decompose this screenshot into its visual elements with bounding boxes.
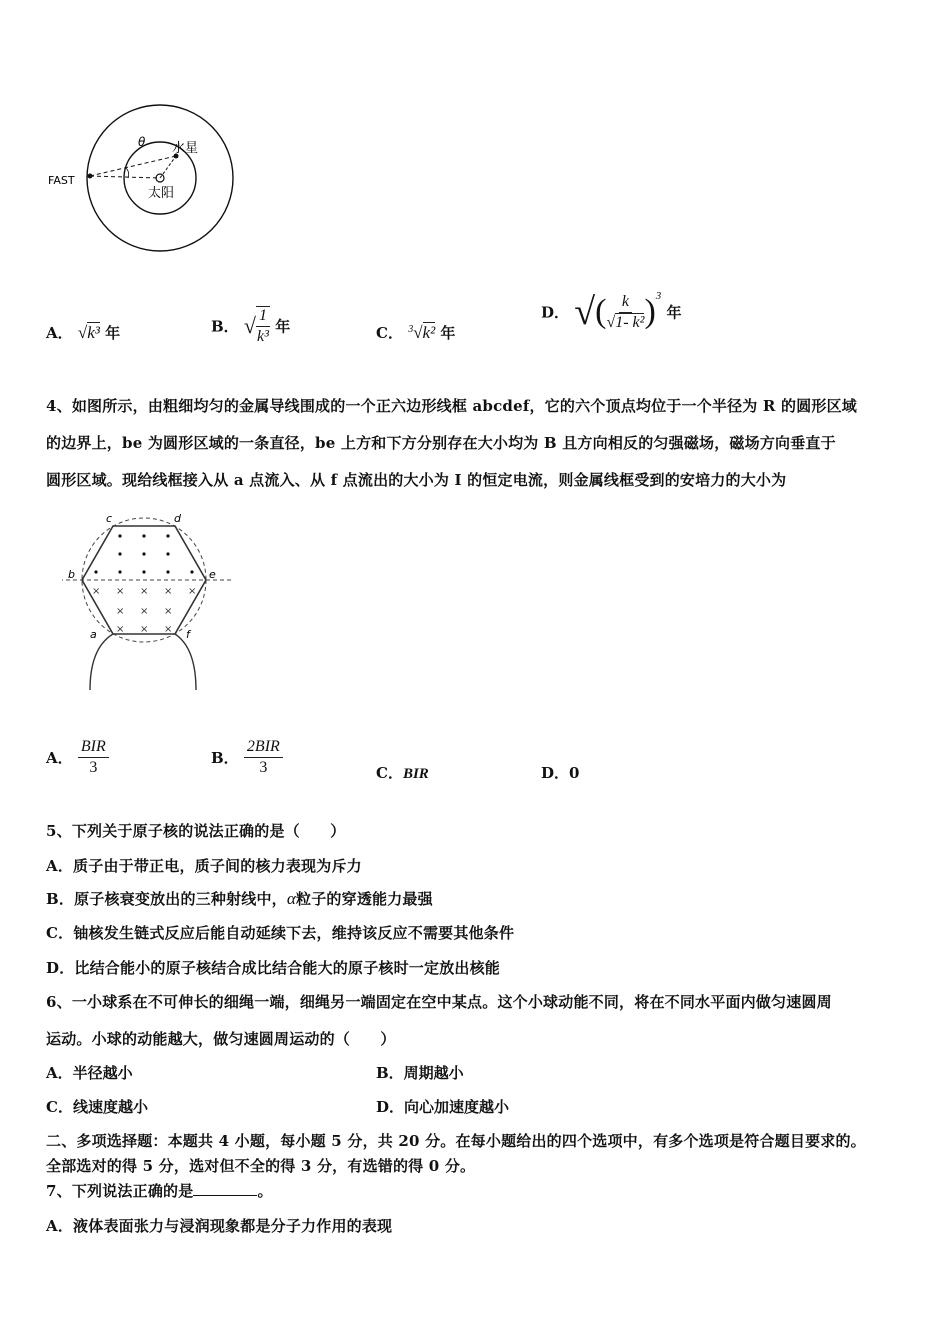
lead-wire-a	[90, 634, 113, 690]
q5-stem: 5、下列关于原子核的说法正确的是（ ）	[46, 822, 346, 840]
q7-option-a[interactable]: A．液体表面张力与浸润现象都是分子力作用的表现	[46, 1217, 393, 1235]
svg-text:c: c	[106, 512, 113, 525]
q4-stem-line2: 的边界上，be 为圆形区域的一条直径，be 上方和下方分别存在大小均为 B 且方向相反的匀强磁场，磁场方向垂直于	[46, 434, 836, 452]
svg-text:×: ×	[116, 624, 125, 635]
q5-option-b[interactable]: B．原子核衰变放出的三种射线中，α粒子的穿透能力最强	[46, 889, 433, 908]
fast-label: FAST	[48, 174, 75, 187]
q6-option-d[interactable]: D．向心加速度越小	[376, 1098, 510, 1116]
svg-text:×: ×	[140, 606, 149, 617]
q3-a-expr: k³	[87, 323, 100, 342]
q6-option-b[interactable]: B．周期越小	[376, 1064, 464, 1082]
svg-text:×: ×	[116, 586, 125, 597]
svg-text:b: b	[68, 568, 75, 581]
field-out-dots	[94, 534, 193, 573]
q5-option-a[interactable]: A．质子由于带正电，质子间的核力表现为斥力	[46, 857, 362, 875]
lead-wire-f	[175, 634, 196, 690]
svg-text:×: ×	[164, 586, 173, 597]
q3-option-b[interactable]: B． √ $\frac{1}{\text{k³}}$ 年	[211, 307, 291, 345]
svg-text:×: ×	[140, 624, 149, 635]
svg-text:×: ×	[164, 624, 173, 635]
svg-text:e: e	[209, 568, 216, 581]
q3-option-d[interactable]: D． √( $\frac{k}{\text{√1- k²}}$ )$^3$ 年	[541, 290, 682, 333]
svg-text:f: f	[186, 628, 190, 641]
svg-text:a: a	[90, 628, 97, 641]
theta-label: θ	[138, 135, 146, 149]
q4-option-a[interactable]: A． $\frac{\text{BIR}}{3}$	[46, 738, 109, 777]
answer-blank[interactable]	[193, 1181, 257, 1196]
mercury-label: 水星	[172, 141, 199, 156]
q7-stem: 7、下列说法正确的是 。	[46, 1182, 273, 1200]
svg-text:×: ×	[92, 586, 101, 597]
section2-heading-line2: 全部选对的得 5 分，选对但不全的得 3 分，有选错的得 0 分。	[46, 1157, 476, 1175]
q4-option-c[interactable]: C．BIR	[376, 764, 429, 782]
q3-option-a[interactable]: A． √k³ 年	[46, 323, 121, 342]
q4-stem-line1: 4、如图所示，由粗细均匀的金属导线围成的一个正六边形线框 abcdef，它的六个顶点均位于一个半径为 R 的圆形区域	[46, 397, 857, 415]
sun-label: 太阳	[148, 186, 175, 201]
svg-text:×: ×	[140, 586, 149, 597]
field-in-crosses	[92, 586, 196, 635]
hexagon-figure	[62, 508, 242, 698]
q4-option-d[interactable]: D．0	[541, 764, 580, 782]
q6-option-c[interactable]: C．线速度越小	[46, 1098, 148, 1116]
q3-option-c[interactable]: C． $^3$√k² 年	[376, 323, 456, 342]
q6-stem-line2: 运动。小球的动能越大，做匀速圆周运动的（ ）	[46, 1030, 396, 1048]
q4-option-b[interactable]: B． $\frac{\text{2BIR}}{3}$	[211, 738, 283, 777]
q6-stem-line1: 6、一小球系在不可伸长的细绳一端，细绳另一端固定在空中某点。这个小球动能不同，将在不同水平面内做匀速圆周	[46, 993, 832, 1011]
orbit-figure	[40, 100, 250, 260]
q5-option-c[interactable]: C．铀核发生链式反应后能自动延续下去，维持该反应不需要其他条件	[46, 924, 515, 942]
svg-text:×: ×	[116, 606, 125, 617]
svg-text:d: d	[174, 512, 181, 525]
q6-option-a[interactable]: A．半径越小	[46, 1064, 133, 1082]
q4-stem-line3: 圆形区域。现给线框接入从 a 点流入、从 f 点流出的大小为 I 的恒定电流，则金属线框受到的安培力的大小为	[46, 471, 787, 489]
q5-option-d[interactable]: D．比结合能小的原子核结合成比结合能大的原子核时一定放出核能	[46, 959, 501, 977]
svg-text:×: ×	[188, 586, 197, 597]
section2-heading-line1: 二、多项选择题：本题共 4 小题，每小题 5 分，共 20 分。在每小题给出的四个选项中，有多个选项是符合题目要求的。	[46, 1132, 866, 1150]
svg-text:×: ×	[164, 606, 173, 617]
